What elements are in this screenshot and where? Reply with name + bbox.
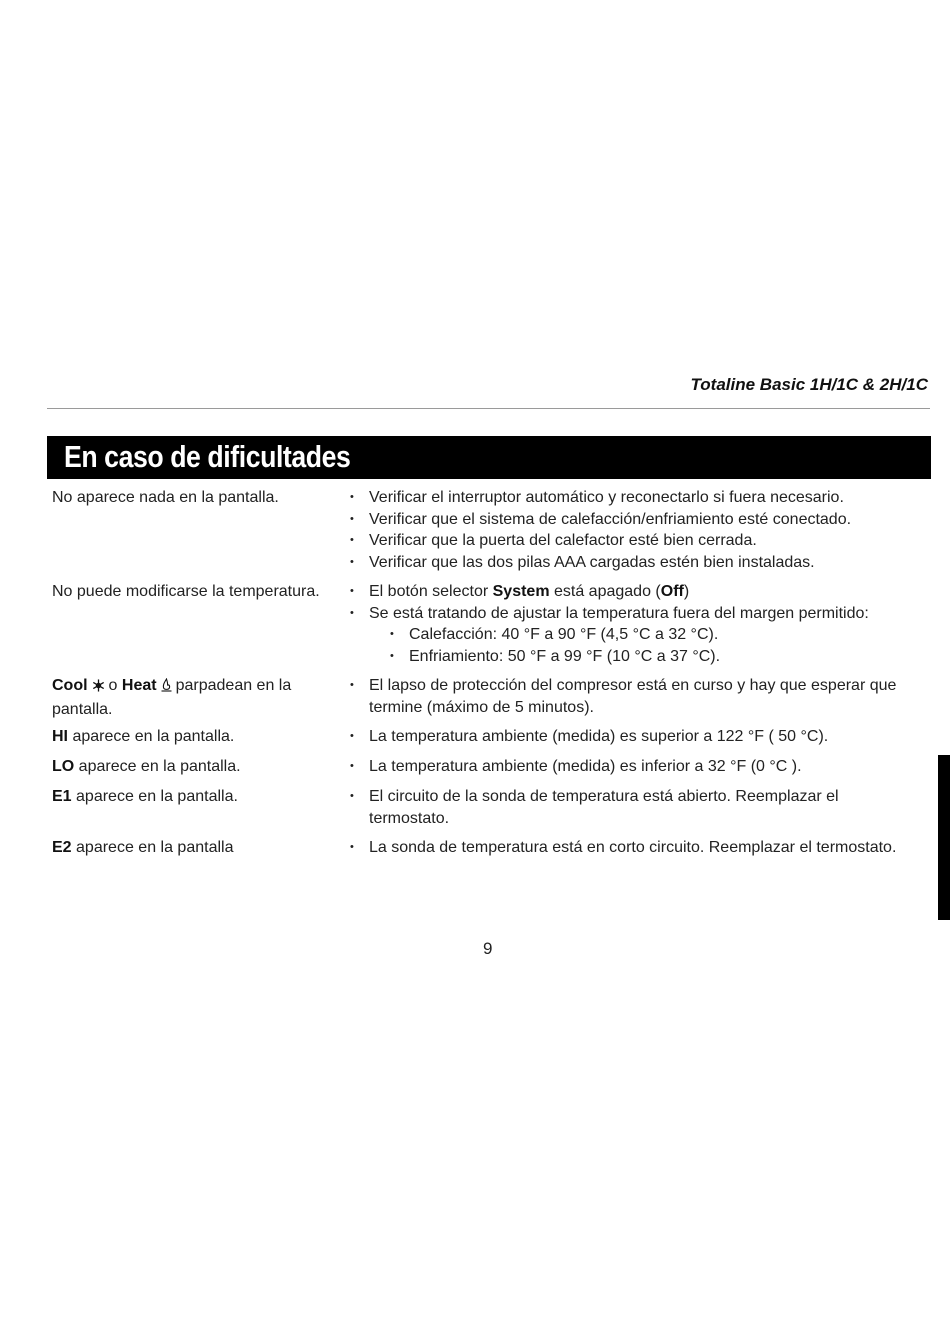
solution-item: • La temperatura ambiente (medida) es inferior a 32 °F (0 °C ). (348, 756, 923, 778)
problem-text (52, 786, 342, 808)
or-text: o (108, 677, 118, 694)
solution-list (348, 756, 923, 778)
solution-text: está apagado ( (549, 583, 661, 600)
flame-icon (161, 677, 172, 699)
solution-subitem: • Enfriamiento: 50 °F a 99 °F (10 °C a 37 °C). (348, 646, 923, 668)
solution-list (348, 675, 923, 718)
problem-rest: aparece en la pantalla. (68, 728, 235, 745)
solution-item: • Se está tratando de ajustar la temperatura fuera del margen permitido: (348, 603, 923, 625)
solution-item: • La temperatura ambiente (medida) es superior a 122 °F ( 50 °C). (348, 726, 923, 748)
solution-item: • El circuito de la sonda de temperatura está abierto. Reemplazar el termostato. (348, 786, 923, 829)
problem-text (52, 837, 342, 859)
problem-rest: aparece en la pantalla. (71, 788, 238, 805)
product-title: Totaline Basic 1H/1C & 2H/1C (690, 375, 928, 394)
error-code: E2 (52, 839, 72, 856)
problem-text (52, 726, 342, 748)
error-code: E1 (52, 788, 72, 805)
solution-list (348, 786, 923, 829)
problem-text: No aparece nada en la pantalla. (52, 489, 279, 506)
error-code: LO (52, 758, 75, 775)
system-label: System (492, 583, 550, 600)
snowflake-icon (92, 677, 105, 699)
header-divider (47, 408, 930, 409)
page-number: 9 (483, 939, 493, 958)
solution-list (348, 837, 923, 859)
solution-text: El botón selector (369, 583, 493, 600)
problem-rest: aparece en la pantalla (71, 839, 234, 856)
solution-item (348, 581, 923, 603)
solution-item: • Verificar que las dos pilas AAA cargadas estén bien instaladas. (348, 552, 923, 574)
problem-rest: aparece en la pantalla. (74, 758, 241, 775)
section-banner (47, 436, 931, 479)
problem-text (52, 675, 342, 720)
solution-item: • Verificar que la puerta del calefactor esté bien cerrada. (348, 530, 923, 552)
section-title: En caso de dificultades (64, 439, 351, 474)
solution-item: • Verificar que el sistema de calefacción/enfriamiento esté conectado. (348, 509, 923, 531)
solution-item: • La sonda de temperatura está en corto circuito. Reemplazar el termostato. (348, 837, 923, 859)
problem-rest: parpadean en la pantalla. (52, 677, 292, 718)
solution-list (348, 487, 923, 573)
solution-list (348, 581, 923, 667)
language-side-tab (938, 755, 950, 920)
error-code: HI (52, 728, 68, 745)
heat-label: Heat (121, 677, 157, 694)
solution-item: • Verificar el interruptor automático y reconectarlo si fuera necesario. (348, 487, 923, 509)
problem-text (52, 756, 342, 778)
solution-list (348, 726, 923, 748)
cool-label: Cool (52, 677, 88, 694)
solution-item: • El lapso de protección del compresor está en curso y hay que esperar que termine (máximo de 5 minutos). (348, 675, 923, 718)
solution-subitem: • Calefacción: 40 °F a 90 °F (4,5 °C a 32 °C). (348, 624, 923, 646)
off-label: Off (660, 583, 684, 600)
problem-text: No puede modificarse la temperatura. (52, 583, 320, 600)
solution-text: ) (683, 583, 690, 600)
